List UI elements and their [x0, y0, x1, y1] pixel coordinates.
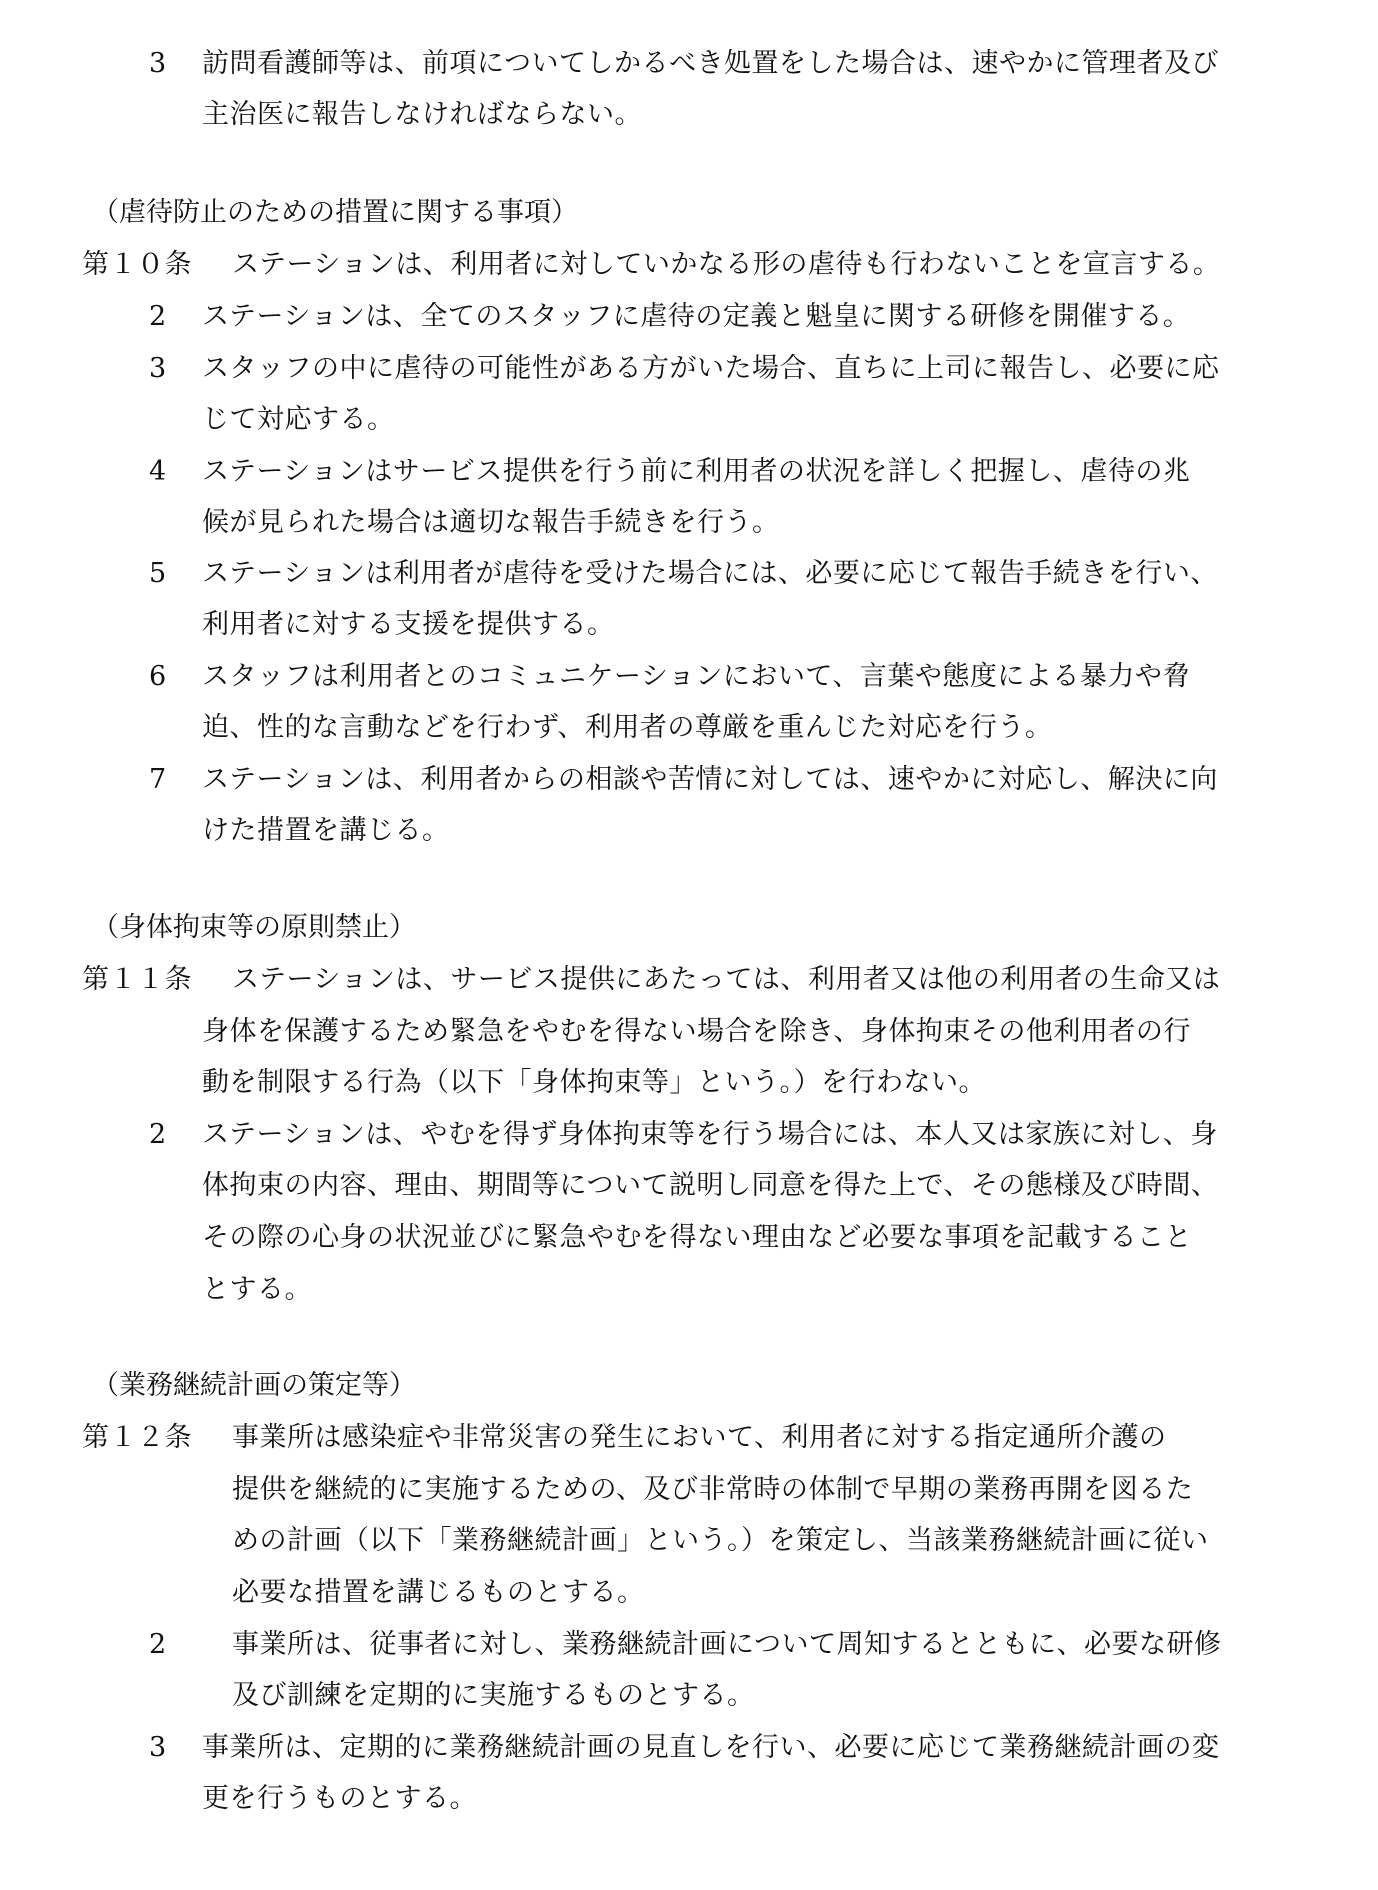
paragraph-text-line: 及び訓練を定期的に実施するものとする。 — [232, 1680, 755, 1711]
paragraph-text-line: ステーションは、利用者からの相談や苦情に対しては、速やかに対応し、解決に向 — [202, 764, 1218, 795]
paragraph-number: 3 — [149, 1732, 167, 1763]
article-number: 第１０条 — [82, 249, 192, 280]
paragraph-text-line: 事業所は感染症や非常災害の発生において、利用者に対する指定通所介護の — [232, 1422, 1167, 1453]
section-heading: （虐待防止のための措置に関する事項） — [92, 197, 578, 228]
section-heading: （業務継続計画の策定等） — [92, 1370, 416, 1401]
paragraph-text-line: 事業所は、従事者に対し、業務継続計画について周知するとともに、必要な研修 — [232, 1629, 1222, 1660]
paragraph-number: 2 — [149, 301, 167, 332]
paragraph-text-line: 訪問看護師等は、前項についてしかるべき処置をした場合は、速やかに管理者及び — [202, 48, 1219, 79]
paragraph-text-line: けた措置を講じる。 — [202, 815, 450, 846]
paragraph-text-line: 動を制限する行為（以下「身体拘束等」という。）を行わない。 — [202, 1067, 986, 1098]
article-number: 第１１条 — [82, 964, 192, 995]
paragraph-text-line: ステーションはサービス提供を行う前に利用者の状況を詳しく把握し、虐待の兆 — [202, 456, 1191, 487]
paragraph-number: 3 — [149, 353, 167, 384]
paragraph-text-line: とする。 — [202, 1274, 312, 1305]
paragraph-number: 7 — [149, 764, 167, 795]
paragraph-text-line: 更を行うものとする。 — [202, 1783, 477, 1814]
paragraph-number: 6 — [149, 661, 167, 692]
paragraph-text-line: 必要な措置を講じるものとする。 — [232, 1577, 645, 1608]
article-number: 第１２条 — [82, 1422, 192, 1453]
paragraph-text-line: スタッフの中に虐待の可能性がある方がいた場合、直ちに上司に報告し、必要に応 — [202, 353, 1220, 384]
paragraph-text-line: ステーションは、やむを得ず身体拘束等を行う場合には、本人又は家族に対し、身 — [202, 1119, 1218, 1150]
paragraph-text-line: 体拘束の内容、理由、期間等について説明し同意を得た上で、その態様及び時間、 — [202, 1170, 1219, 1201]
paragraph-text-line: ステーションは、サービス提供にあたっては、利用者又は他の利用者の生命又は — [232, 964, 1221, 995]
paragraph-text-line: 迫、性的な言動などを行わず、利用者の尊厳を重んじた対応を行う。 — [202, 712, 1053, 743]
paragraph-text-line: 身体を保護するため緊急をやむを得ない場合を除き、身体拘束その他利用者の行 — [202, 1016, 1191, 1047]
paragraph-text-line: ステーションは利用者が虐待を受けた場合には、必要に応じて報告手続きを行い、 — [202, 558, 1218, 589]
paragraph-number: 5 — [149, 558, 167, 589]
paragraph-text-line: 主治医に報告しなければならない。 — [202, 99, 642, 130]
paragraph-text-line: ステーションは、全てのスタッフに虐待の定義と魁皇に関する研修を開催する。 — [202, 301, 1191, 332]
paragraph-number: 4 — [149, 456, 167, 487]
paragraph-text-line: じて対応する。 — [202, 404, 395, 435]
paragraph-number: 2 — [149, 1629, 167, 1660]
paragraph-text-line: 候が見られた場合は適切な報告手続きを行う。 — [202, 507, 780, 538]
paragraph-text-line: 提供を継続的に実施するための、及び非常時の体制で早期の業務再開を図るた — [232, 1474, 1194, 1505]
paragraph-text-line: その際の心身の状況並びに緊急やむを得ない理由など必要な事項を記載すること — [202, 1222, 1192, 1253]
paragraph-text-line: 利用者に対する支援を提供する。 — [202, 609, 615, 640]
section-heading: （身体拘束等の原則禁止） — [92, 912, 416, 943]
paragraph-text-line: ステーションは、利用者に対していかなる形の虐待も行わないことを宣言する。 — [232, 249, 1221, 280]
paragraph-number: 2 — [149, 1119, 167, 1150]
paragraph-number: 3 — [149, 48, 167, 79]
paragraph-text-line: めの計画（以下「業務継続計画」という。）を策定し、当該業務継続計画に従い — [232, 1525, 1209, 1556]
paragraph-text-line: スタッフは利用者とのコミュニケーションにおいて、言葉や態度による暴力や脅 — [202, 661, 1190, 692]
paragraph-text-line: 事業所は、定期的に業務継続計画の見直しを行い、必要に応じて業務継続計画の変 — [202, 1732, 1220, 1763]
